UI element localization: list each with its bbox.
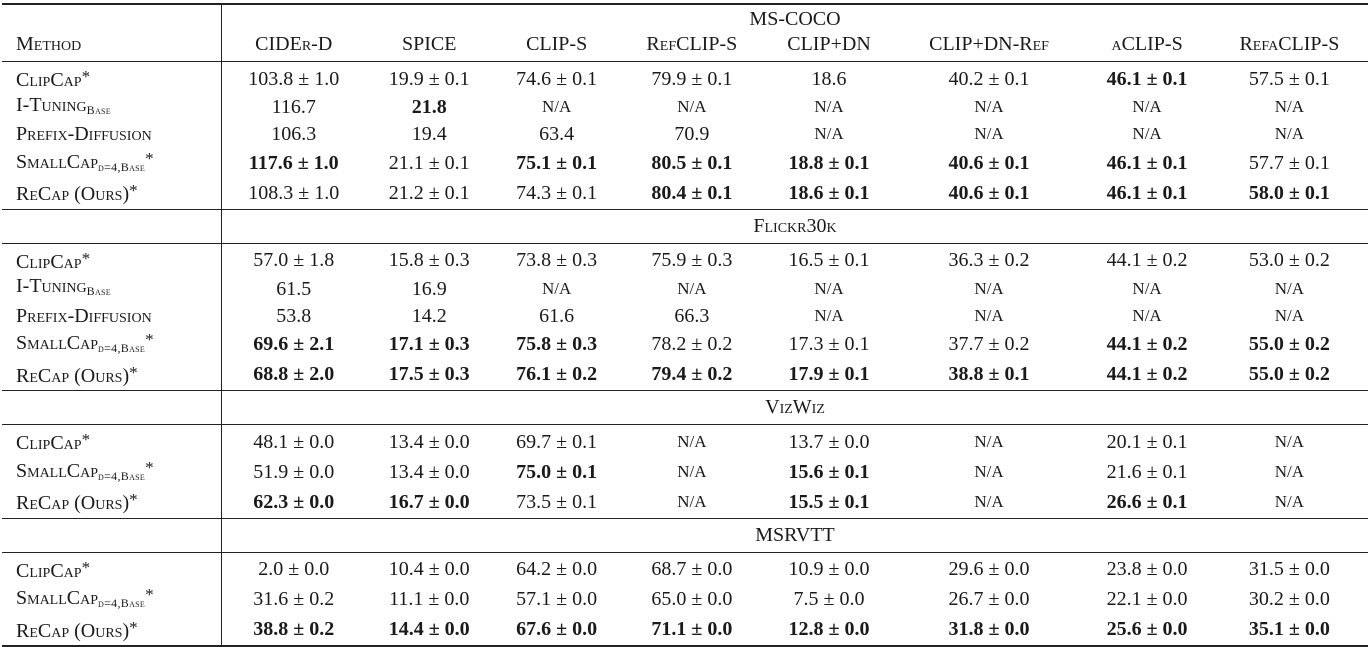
asterisk-marker: * <box>145 330 154 349</box>
metric-cell: 14.2 <box>411 304 447 327</box>
method-cell <box>2 244 222 275</box>
metric-cell: 22.1 ± 0.0 <box>1106 588 1188 610</box>
metric-cell: 25.6 ± 0.0 <box>1106 618 1188 640</box>
method-header-spacer <box>2 210 222 244</box>
method-name: SmallCap <box>16 459 99 482</box>
metric-cell: 46.1 ± 0.1 <box>1106 181 1188 204</box>
method-name: SmallCap <box>16 587 99 609</box>
metric-cell: N/A <box>1132 278 1162 298</box>
method-name: Prefix-Diffusion <box>16 304 152 327</box>
metric-cell: 46.1 ± 0.1 <box>1106 151 1188 174</box>
metric-cell: 57.1 ± 0.0 <box>516 588 598 610</box>
method-header-spacer <box>2 519 222 553</box>
metric-cell: 37.7 ± 0.2 <box>948 333 1030 355</box>
metric-cell: 21.6 ± 0.1 <box>1106 460 1188 483</box>
table-row <box>2 122 1368 147</box>
metric-cell: 36.3 ± 0.2 <box>948 249 1030 271</box>
asterisk-marker: * <box>145 148 154 168</box>
dataset-title: VizWiz <box>222 391 1369 425</box>
column-header-clip-s: CLIP-S <box>526 33 588 56</box>
asterisk-marker: * <box>129 362 138 382</box>
asterisk-marker: * <box>145 457 154 477</box>
metric-cell: 74.3 ± 0.1 <box>516 181 598 204</box>
asterisk-marker: * <box>145 585 154 604</box>
asterisk-marker: * <box>81 557 91 577</box>
metric-cell: 16.5 ± 0.1 <box>788 249 870 271</box>
metric-cell: N/A <box>974 124 1004 143</box>
metric-cell: 76.1 ± 0.2 <box>516 363 598 385</box>
metric-cell: 70.9 <box>674 123 710 145</box>
method-cell <box>2 425 222 456</box>
metric-cell: 20.1 ± 0.1 <box>1106 430 1188 453</box>
method-header-spacer <box>2 5 222 32</box>
asterisk-marker: * <box>129 617 138 637</box>
asterisk-marker: * <box>129 490 138 509</box>
metric-cell: 79.4 ± 0.2 <box>651 363 733 385</box>
metric-cell: N/A <box>677 97 707 116</box>
table-row <box>2 147 1368 180</box>
metric-cell: N/A <box>814 278 844 298</box>
metric-cell: 26.7 ± 0.0 <box>948 588 1030 610</box>
column-header-clip-dn-ref: CLIP+DN-Ref <box>929 33 1049 56</box>
table-row <box>2 328 1368 361</box>
table-row <box>2 304 1368 329</box>
metric-cell: 66.3 <box>674 304 710 327</box>
metric-cell: 80.4 ± 0.1 <box>651 181 733 204</box>
metric-cell: 17.9 ± 0.1 <box>788 363 870 385</box>
method-column-header: Method <box>16 33 82 56</box>
metric-cell: 61.6 <box>539 304 575 327</box>
metric-cell: N/A <box>814 124 844 143</box>
metric-cell: 51.9 ± 0.0 <box>222 456 366 489</box>
metric-cell: 18.6 ± 0.1 <box>788 181 870 204</box>
dataset-header-row <box>2 519 1368 553</box>
metric-cell: N/A <box>814 97 844 116</box>
method-cell <box>2 304 222 329</box>
method-cell <box>2 122 222 147</box>
asterisk-marker: * <box>81 248 91 268</box>
metric-cell: 103.8 ± 1.0 <box>222 62 366 93</box>
metric-cell: 18.8 ± 0.1 <box>788 151 870 174</box>
metric-cell: 44.1 ± 0.2 <box>1106 363 1188 385</box>
metric-cell: 75.9 ± 0.3 <box>651 249 733 271</box>
method-cell <box>2 179 222 209</box>
metric-cell: 17.3 ± 0.1 <box>788 333 870 355</box>
table-row <box>2 244 1368 275</box>
metric-cell: 117.6 ± 1.0 <box>222 147 366 180</box>
method-name: SmallCap <box>16 332 99 354</box>
method-subscript: Base <box>86 284 111 298</box>
table-row <box>2 425 1368 456</box>
metric-cell: 65.0 ± 0.0 <box>651 588 733 610</box>
metric-cell: 7.5 ± 0.0 <box>793 588 865 610</box>
metric-cell: 57.0 ± 1.8 <box>222 244 366 275</box>
metric-cell: N/A <box>542 278 572 298</box>
metric-cell: 80.5 ± 0.1 <box>651 151 733 174</box>
metric-cell: 73.8 ± 0.3 <box>516 249 598 271</box>
column-header-refaclip-s: RefaCLIP-S <box>1239 33 1340 56</box>
metric-cell: 18.6 <box>811 67 847 90</box>
method-cell <box>2 361 222 391</box>
metric-cell: 68.7 ± 0.0 <box>651 558 733 580</box>
metric-cell: 31.6 ± 0.2 <box>222 583 366 616</box>
metric-cell: 46.1 ± 0.1 <box>1106 67 1188 90</box>
table-row <box>2 553 1368 584</box>
metric-cell: 10.9 ± 0.0 <box>788 558 870 580</box>
metric-cell: 21.1 ± 0.1 <box>388 151 470 174</box>
metric-cell: 78.2 ± 0.2 <box>651 333 733 355</box>
metric-cell: N/A <box>1274 124 1305 143</box>
metric-cell: 64.2 ± 0.0 <box>516 558 598 580</box>
metric-cell: 48.1 ± 0.0 <box>222 425 366 456</box>
metric-cell: 35.1 ± 0.0 <box>1248 618 1330 640</box>
metric-cell: 71.1 ± 0.0 <box>651 618 733 640</box>
metric-cell: 63.4 <box>539 123 575 145</box>
metric-cell: 67.6 ± 0.0 <box>516 618 598 640</box>
method-cell <box>2 488 222 518</box>
metric-cell: N/A <box>1274 305 1305 325</box>
method-cell <box>2 583 222 616</box>
method-cell <box>2 328 222 361</box>
metric-cell: 29.6 ± 0.0 <box>948 558 1030 580</box>
metric-cell: N/A <box>677 461 707 481</box>
metric-cell: N/A <box>1274 97 1305 116</box>
metric-cell: 31.8 ± 0.0 <box>948 618 1030 640</box>
metric-cell: 57.7 ± 0.1 <box>1248 151 1330 174</box>
metric-cell: 44.1 ± 0.2 <box>1106 249 1188 271</box>
metric-cell: 26.6 ± 0.1 <box>1106 490 1188 513</box>
method-cell <box>2 147 222 180</box>
column-header-aclip-s: aCLIP-S <box>1111 33 1183 56</box>
table-row <box>2 488 1368 518</box>
metric-cell: 69.6 ± 2.1 <box>222 328 366 361</box>
metric-cell: 14.4 ± 0.0 <box>388 618 470 640</box>
method-name: ReCap (Ours) <box>16 619 130 642</box>
metric-cell: 19.9 ± 0.1 <box>388 67 470 90</box>
method-name: ClipCap <box>16 559 82 582</box>
method-name: ClipCap <box>16 250 82 273</box>
dataset-header-row <box>2 5 1368 32</box>
metric-cell: N/A <box>677 491 707 511</box>
column-header-cider-d: CIDEr-D <box>222 32 366 62</box>
metric-cell: 13.4 ± 0.0 <box>388 430 470 453</box>
metric-cell: 17.1 ± 0.3 <box>388 333 470 355</box>
table-row <box>2 179 1368 209</box>
method-name: ClipCap <box>16 69 82 91</box>
method-cell <box>2 274 222 304</box>
table-row <box>2 456 1368 489</box>
metric-cell: N/A <box>974 305 1004 325</box>
metric-cell: 11.1 ± 0.0 <box>389 588 470 610</box>
method-subscript: d=4,Base <box>98 341 146 355</box>
metric-cell: N/A <box>974 278 1004 298</box>
metric-cell: 75.1 ± 0.1 <box>516 151 598 174</box>
metric-cell: 17.5 ± 0.3 <box>388 363 470 385</box>
column-header-clip-dn: CLIP+DN <box>787 33 871 56</box>
method-subscript: d=4,Base <box>98 159 146 174</box>
metric-cell: 53.0 ± 0.2 <box>1248 249 1330 271</box>
metric-cell: 40.6 ± 0.1 <box>948 181 1030 204</box>
method-name: I-Tuning <box>16 275 87 297</box>
metric-cell: 44.1 ± 0.2 <box>1106 333 1188 355</box>
table-row <box>2 274 1368 304</box>
method-name: SmallCap <box>16 150 99 173</box>
metric-cell: N/A <box>1274 278 1305 298</box>
metric-cell: 79.9 ± 0.1 <box>651 67 733 90</box>
dataset-title: MSRVTT <box>222 519 1369 553</box>
metric-cell: 31.5 ± 0.0 <box>1248 558 1330 580</box>
table-row <box>2 583 1368 616</box>
method-cell <box>2 616 222 647</box>
metric-cell: 13.7 ± 0.0 <box>788 430 870 453</box>
metric-cell: N/A <box>974 491 1004 511</box>
metric-cell: 38.8 ± 0.2 <box>222 616 366 647</box>
method-cell <box>2 62 222 93</box>
method-subscript: Base <box>86 102 111 117</box>
metric-cell: N/A <box>974 461 1004 481</box>
metric-cell: 10.4 ± 0.0 <box>388 558 470 580</box>
metric-cell: 13.4 ± 0.0 <box>388 460 470 483</box>
method-name: ReCap (Ours) <box>16 492 130 514</box>
metric-cell: 74.6 ± 0.1 <box>516 67 598 90</box>
method-header-spacer <box>2 391 222 425</box>
metric-cell: 53.8 <box>222 304 366 329</box>
metric-cell: 106.3 <box>222 122 366 147</box>
metric-cell: N/A <box>1132 305 1162 325</box>
method-subscript: d=4,Base <box>98 468 146 483</box>
results-table <box>2 3 1368 647</box>
metric-cell: 12.8 ± 0.0 <box>788 618 870 640</box>
method-name: Prefix-Diffusion <box>16 123 152 145</box>
metric-cell: 15.8 ± 0.3 <box>388 249 470 271</box>
metric-cell: 69.7 ± 0.1 <box>516 430 598 453</box>
dataset-title: Flickr30k <box>222 210 1369 244</box>
dataset-header-row <box>2 210 1368 244</box>
method-cell <box>2 93 222 123</box>
method-name: ReCap (Ours) <box>16 183 130 205</box>
column-header-spice: SPICE <box>401 33 457 56</box>
metric-cell: 38.8 ± 0.1 <box>948 363 1030 385</box>
metric-cell: N/A <box>1274 461 1305 481</box>
metric-cell: N/A <box>677 278 707 298</box>
asterisk-marker: * <box>129 181 138 200</box>
metric-cell: N/A <box>677 431 707 451</box>
metric-cell: 57.5 ± 0.1 <box>1248 67 1330 90</box>
metric-cell: 73.5 ± 0.1 <box>516 490 598 513</box>
method-name: ClipCap <box>16 432 82 454</box>
column-header-row <box>2 32 1368 62</box>
metric-cell: 55.0 ± 0.2 <box>1248 363 1330 385</box>
metric-cell: N/A <box>974 97 1004 116</box>
table-row <box>2 361 1368 391</box>
metric-cell: 58.0 ± 0.1 <box>1248 181 1330 204</box>
method-cell <box>2 456 222 489</box>
metric-cell: 19.4 <box>411 123 447 145</box>
metric-cell: 40.2 ± 0.1 <box>948 67 1030 90</box>
metric-cell: 62.3 ± 0.0 <box>222 488 366 518</box>
metric-cell: 116.7 <box>222 93 366 123</box>
table-row <box>2 616 1368 647</box>
results-table-body <box>2 4 1368 647</box>
asterisk-marker: * <box>81 430 91 449</box>
metric-cell: 21.8 <box>411 96 447 118</box>
metric-cell: 21.2 ± 0.1 <box>388 181 470 204</box>
metric-cell: 15.5 ± 0.1 <box>788 490 870 513</box>
metric-cell: 75.0 ± 0.1 <box>516 460 598 483</box>
table-row <box>2 62 1368 93</box>
metric-cell: N/A <box>542 97 572 116</box>
metric-cell: N/A <box>1132 97 1162 116</box>
asterisk-marker: * <box>81 67 91 86</box>
metric-cell: 68.8 ± 2.0 <box>222 361 366 391</box>
metric-cell: N/A <box>1132 124 1162 143</box>
metric-cell: N/A <box>814 305 844 325</box>
column-header-refclip-s: RefCLIP-S <box>646 33 738 56</box>
method-subscript: d=4,Base <box>98 596 146 610</box>
metric-cell: 75.8 ± 0.3 <box>516 333 598 355</box>
metric-cell: 40.6 ± 0.1 <box>948 151 1030 174</box>
method-name: I-Tuning <box>16 93 87 116</box>
metric-cell: N/A <box>1274 431 1305 451</box>
metric-cell: 61.5 <box>222 274 366 304</box>
method-cell <box>2 553 222 584</box>
method-name: ReCap (Ours) <box>16 364 130 387</box>
metric-cell: 55.0 ± 0.2 <box>1248 333 1330 355</box>
metric-cell: 30.2 ± 0.0 <box>1248 588 1330 610</box>
table-row <box>2 93 1368 123</box>
dataset-title: MS-COCO <box>222 5 1369 32</box>
metric-cell: N/A <box>1274 491 1305 511</box>
metric-cell: 16.7 ± 0.0 <box>388 490 470 513</box>
metric-cell: 108.3 ± 1.0 <box>222 179 366 209</box>
metric-cell: 23.8 ± 0.0 <box>1106 558 1188 580</box>
dataset-header-row <box>2 391 1368 425</box>
metric-cell: 15.6 ± 0.1 <box>788 460 870 483</box>
metric-cell: 2.0 ± 0.0 <box>222 553 366 584</box>
metric-cell: N/A <box>974 431 1004 451</box>
metric-cell: 16.9 <box>411 277 447 300</box>
